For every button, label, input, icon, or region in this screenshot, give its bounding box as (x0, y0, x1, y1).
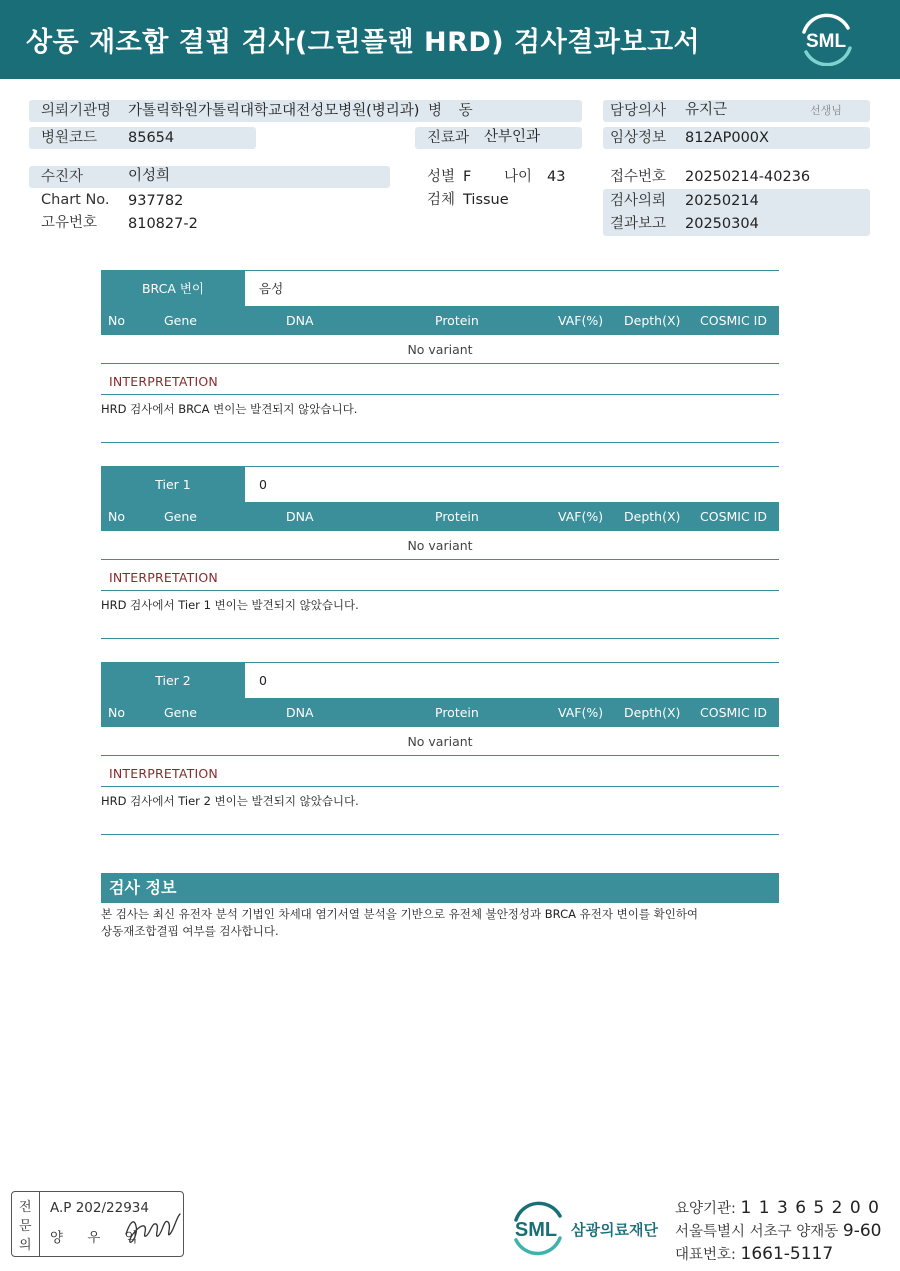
variant-table-header (101, 698, 779, 727)
patient-row (29, 166, 390, 188)
patient-label: 수진자 (41, 169, 84, 185)
test-info-bar (101, 873, 779, 903)
institution-code (675, 1197, 880, 1218)
no-variant-row: No variant (101, 531, 779, 560)
no-variant-row: No variant (101, 727, 779, 756)
col-depth: Depth(X) (624, 313, 681, 328)
interpretation-text: HRD 검사에서 Tier 2 변이는 발견되지 않았습니다. (101, 794, 359, 808)
ward-label: 병 동 (428, 103, 479, 119)
svg-text:SML: SML (514, 1219, 558, 1241)
col-depth: Depth(X) (624, 705, 681, 720)
interpretation-text: HRD 검사에서 BRCA 변이는 발견되지 않았습니다. (101, 402, 358, 416)
stamp-side-char: 전 (19, 1200, 32, 1215)
stamp-name: 양 우 익 (50, 1230, 148, 1246)
id-label: 고유번호 (41, 215, 98, 231)
interpretation-label: INTERPRETATION (109, 374, 218, 389)
section-bottom-line (101, 442, 779, 443)
col-no: No (108, 509, 125, 524)
request-label: 검사의뢰 (610, 193, 667, 209)
receipt-label: 접수번호 (610, 169, 667, 185)
col-gene: Gene (164, 313, 197, 328)
col-protein: Protein (435, 705, 479, 720)
id-value: 810827-2 (128, 216, 198, 232)
sml-logo-icon (796, 12, 856, 66)
doctor-value: 유지근 (685, 102, 728, 118)
sex-label: 성별 (427, 169, 456, 185)
col-dna: DNA (286, 509, 314, 524)
doctor-label: 담당의사 (610, 103, 667, 119)
col-dna: DNA (286, 313, 314, 328)
no-variant-row: No variant (101, 335, 779, 364)
hospital-label: 의뢰기관명 (41, 103, 112, 119)
col-vaf: VAF(%) (558, 705, 604, 720)
chart-label: Chart No. (41, 192, 110, 208)
tier2-section (101, 662, 779, 837)
specimen-label: 검체 (427, 192, 456, 208)
chart-value: 937782 (128, 193, 184, 209)
hospital-value: 가톨릭학원가톨릭대학교대전성모병원(병리과) (128, 103, 420, 119)
section-title: Tier 1 (101, 467, 245, 502)
col-gene: Gene (164, 509, 197, 524)
pathologist-stamp (11, 1191, 184, 1257)
hospital-code-label: 병원코드 (41, 130, 98, 146)
report-label: 결과보고 (610, 216, 667, 232)
col-depth: Depth(X) (624, 509, 681, 524)
interpretation-label: INTERPRETATION (109, 570, 218, 585)
patient-value: 이성희 (128, 168, 171, 184)
interpretation-divider (101, 394, 779, 395)
col-vaf: VAF(%) (558, 313, 604, 328)
address (675, 1220, 882, 1241)
brand-name: 삼광의료재단 (571, 1221, 658, 1239)
report-header (0, 0, 900, 79)
stamp-side-label (12, 1192, 40, 1256)
variant-table-header (101, 306, 779, 335)
institution-code-value: 1 1 3 6 5 2 0 0 (740, 1198, 880, 1218)
col-gene: Gene (164, 705, 197, 720)
address-value: 9-60 (842, 1221, 882, 1241)
col-cosmic: COSMIC ID (700, 313, 767, 328)
col-no: No (108, 313, 125, 328)
request-value: 20250214 (685, 193, 759, 209)
clinical-label: 임상정보 (610, 130, 667, 146)
sex-value: F (463, 169, 472, 185)
section-title: Tier 2 (101, 663, 245, 698)
section-result: 0 (259, 673, 267, 688)
section-bottom-line (101, 834, 779, 835)
interpretation-text: HRD 검사에서 Tier 1 변이는 발견되지 않았습니다. (101, 598, 359, 612)
col-no: No (108, 705, 125, 720)
interpretation-divider (101, 590, 779, 591)
report-title: 상동 재조합 결핍 검사(그린플랜 HRD) 검사결과보고서 (26, 27, 701, 58)
col-dna: DNA (286, 705, 314, 720)
test-info-line2: 상동재조합결핍 여부를 검사합니다. (101, 924, 279, 938)
svg-text:SML: SML (805, 31, 847, 52)
interpretation-label: INTERPRETATION (109, 766, 218, 781)
section-result: 음성 (259, 281, 284, 296)
col-cosmic: COSMIC ID (700, 705, 767, 720)
stamp-side-char: 문 (19, 1219, 32, 1234)
variant-table-header (101, 502, 779, 531)
col-cosmic: COSMIC ID (700, 509, 767, 524)
age-value: 43 (547, 169, 566, 185)
hospital-code-value: 85654 (128, 130, 175, 146)
doctor-suffix: 선생님 (810, 104, 842, 117)
address-label: 서울특별시 서초구 양재동 (675, 1224, 839, 1240)
interpretation-divider (101, 786, 779, 787)
receipt-value: 20250214-40236 (685, 169, 811, 185)
signature-icon (122, 1204, 182, 1248)
age-label: 나이 (504, 169, 533, 185)
phone-label: 대표번호: (675, 1247, 736, 1263)
specimen-value: Tissue (463, 192, 509, 208)
col-protein: Protein (435, 313, 479, 328)
brca-section (101, 270, 779, 445)
test-info-line1: 본 검사는 최신 유전자 분석 기법인 차세대 염기서열 분석을 기반으로 유전체 불안정성과 BRCA 유전자 변이를 확인하여 (101, 907, 699, 921)
tier1-section (101, 466, 779, 641)
stamp-side-char: 의 (19, 1238, 32, 1253)
section-bottom-line (101, 638, 779, 639)
section-title: BRCA 변이 (101, 271, 245, 306)
test-info-title: 검사 정보 (109, 878, 177, 897)
dept-value: 산부인과 (484, 129, 541, 145)
col-vaf: VAF(%) (558, 509, 604, 524)
dept-label: 진료과 (427, 130, 470, 146)
phone-value: 1661-5117 (740, 1244, 834, 1264)
clinical-value: 812AP000X (685, 130, 769, 146)
report-value: 20250304 (685, 216, 759, 232)
col-protein: Protein (435, 509, 479, 524)
phone (675, 1243, 833, 1264)
sml-foundation-logo-icon (508, 1200, 568, 1256)
institution-code-label: 요양기관: (675, 1201, 736, 1217)
stamp-license: A.P 202/22934 (50, 1200, 149, 1216)
section-result: 0 (259, 477, 267, 492)
